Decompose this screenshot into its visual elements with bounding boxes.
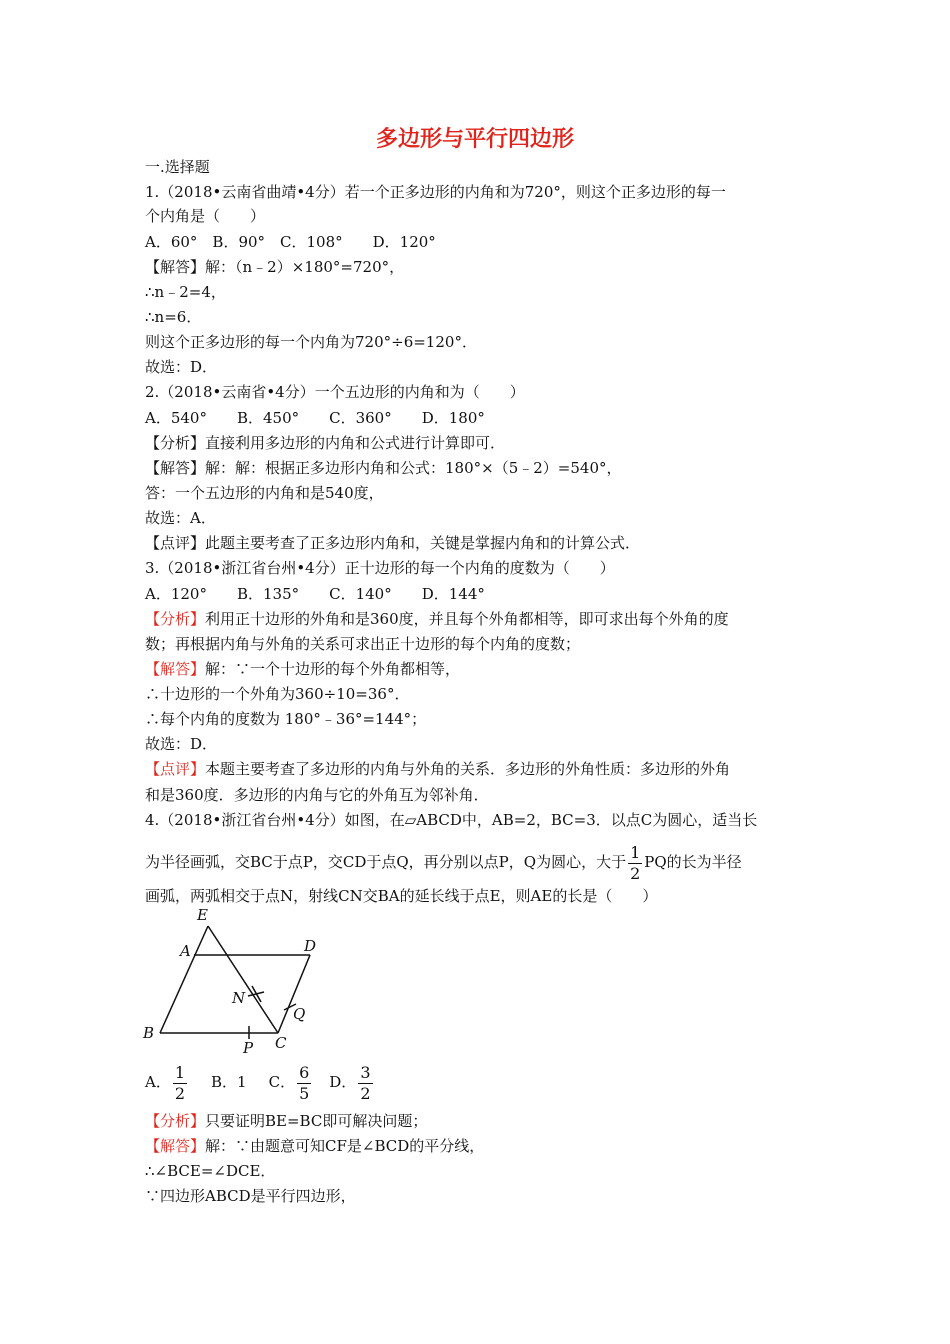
q3-answer-tag: 【解答】: [145, 660, 206, 678]
q4-stem-line1: 4.（2018•浙江省台州•4分）如图，在▱ABCD中，AB=2，BC=3．以点C为圆心，适当长: [145, 811, 758, 829]
label-n: N: [232, 989, 246, 1007]
q1-options: A．60° B．90° C．108° D．120°: [145, 233, 436, 251]
half-numerator: 1: [630, 842, 641, 862]
q2-stem: 2.（2018•云南省•4分）一个五边形的内角和为（ ）: [145, 383, 525, 401]
label-b: B: [143, 1024, 155, 1042]
q4-options: [145, 1062, 375, 1102]
q4-option-c-label: C．: [268, 1073, 296, 1091]
q3-comment-line2: 和是360度．多边形的内角与它的外角互为邻补角．: [145, 786, 489, 804]
q4-option-c-numerator: 6: [299, 1062, 310, 1082]
q4-option-c-denominator: 5: [299, 1083, 310, 1103]
q4-answer-line1: [145, 1137, 484, 1155]
q4-option-d-numerator: 3: [360, 1062, 371, 1082]
parallelogram-figure: [140, 906, 330, 1056]
q4-stem-line3: 画弧，两弧相交于点N，射线CN交BA的延长线于点E，则AE的长是（ ）: [145, 887, 658, 905]
q3-comment-line1: [145, 760, 730, 778]
q2-comment-tag: 【点评】: [145, 534, 206, 552]
ray-cn: [208, 926, 278, 1033]
q3-analysis-tag: 【分析】: [145, 610, 206, 628]
q2-answer-line2: 答：一个五边形的内角和是540度，: [145, 484, 384, 502]
q3-answer-text: 解：∵一个十边形的每个外角都相等，: [205, 660, 461, 678]
q1-answer-line4: 则这个正多边形的每一个内角为720°÷6=120°．: [145, 333, 477, 351]
q3-answer-line2: ∴十边形的一个外角为360÷10=36°．: [145, 685, 410, 703]
half-fraction: [628, 842, 642, 883]
q4-option-a-fraction: [173, 1062, 187, 1103]
q4-option-d-denominator: 2: [360, 1083, 371, 1103]
q4-analysis: [145, 1112, 427, 1130]
q2-options: A．540° B．450° C．360° D．180°: [145, 409, 485, 427]
q3-answer-line4: 故选：D．: [145, 735, 218, 753]
q3-options: A．120° B．135° C．140° D．144°: [145, 585, 485, 603]
q1-answer-line1: [145, 258, 404, 276]
q4-option-b: B．1: [211, 1073, 247, 1091]
q2-answer-text: 解：解：根据正多边形内角和公式：180°×（5﹣2）=540°，: [205, 459, 622, 477]
q4-option-d-fraction: [358, 1062, 372, 1103]
q1-answer-text: 解：（n﹣2）×180°=720°，: [205, 258, 405, 276]
q4-answer-line2: ∴∠BCE=∠DCE．: [145, 1162, 276, 1180]
section-heading: 一.选择题: [145, 158, 210, 176]
q1-answer-line3: ∴n=6．: [145, 308, 202, 326]
q3-analysis-line1: [145, 610, 729, 628]
q3-stem: 3.（2018•浙江省台州•4分）正十边形的每一个内角的度数为（ ）: [145, 559, 615, 577]
q3-comment-text: 本题主要考查了多边形的内角与外角的关系．多边形的外角性质：多边形的外角: [205, 760, 731, 778]
q1-answer-tag: 【解答】: [145, 258, 206, 276]
q4-answer-tag: 【解答】: [145, 1137, 206, 1155]
q3-answer-line3: ∴每个内角的度数为 180°﹣36°=144°；: [145, 710, 427, 728]
q2-comment: [145, 534, 640, 552]
q2-analysis: [145, 434, 505, 452]
q2-analysis-text: 直接利用多边形的内角和公式进行计算即可．: [205, 434, 506, 452]
q4-stem-text-a: 为半径画弧，交BC于点P，交CD于点Q，再分别以点P，Q为圆心，大于: [145, 853, 627, 871]
q4-analysis-tag: 【分析】: [145, 1112, 206, 1130]
label-p: P: [243, 1039, 254, 1056]
q4-option-d-label: D．: [329, 1073, 357, 1091]
label-a: A: [180, 942, 191, 960]
page-title: 多边形与平行四边形: [375, 127, 574, 152]
q3-comment-tag: 【点评】: [145, 760, 206, 778]
q4-option-a-numerator: 1: [174, 1062, 186, 1082]
q4-stem-text-b: PQ的长为半径: [644, 853, 742, 871]
q4-answer-line3: ∵四边形ABCD是平行四边形，: [145, 1187, 356, 1205]
q4-option-c-fraction: [297, 1062, 311, 1103]
q1-answer-line2: ∴n﹣2=4，: [145, 283, 226, 301]
q2-answer-line3: 故选：A．: [145, 509, 216, 527]
label-c: C: [275, 1034, 287, 1052]
q1-stem-line1: 1.（2018•云南省曲靖•4分）若一个正多边形的内角和为720°，则这个正多边形的每一: [145, 183, 726, 201]
label-q: Q: [293, 1005, 306, 1023]
q3-analysis-line2: 数；再根据内角与外角的关系可求出正十边形的每个内角的度数；: [145, 635, 581, 653]
q4-option-a-label: A．: [145, 1073, 171, 1091]
q1-stem-line2: 个内角是（ ）: [145, 207, 266, 225]
q2-analysis-tag: 【分析】: [145, 434, 206, 452]
half-denominator: 2: [630, 863, 641, 883]
label-d: D: [304, 937, 317, 955]
q4-answer-text: 解：∵由题意可知CF是∠BCD的平分线，: [205, 1137, 485, 1155]
q4-option-a-denominator: 2: [174, 1083, 186, 1103]
q4-stem-line2: [145, 842, 742, 882]
q1-answer-line5: 故选：D．: [145, 358, 218, 376]
q3-answer-line1: [145, 660, 460, 678]
q2-answer-tag: 【解答】: [145, 459, 206, 477]
q4-analysis-text: 只要证明BE=BC即可解决问题；: [205, 1112, 428, 1130]
label-e: E: [197, 906, 208, 924]
q2-comment-text: 此题主要考查了正多边形内角和，关键是掌握内角和的计算公式．: [205, 534, 641, 552]
q3-analysis-text: 利用正十边形的外角和是360度，并且每个外角都相等，即可求出每个外角的度: [205, 610, 729, 628]
q2-answer-line1: [145, 459, 622, 477]
